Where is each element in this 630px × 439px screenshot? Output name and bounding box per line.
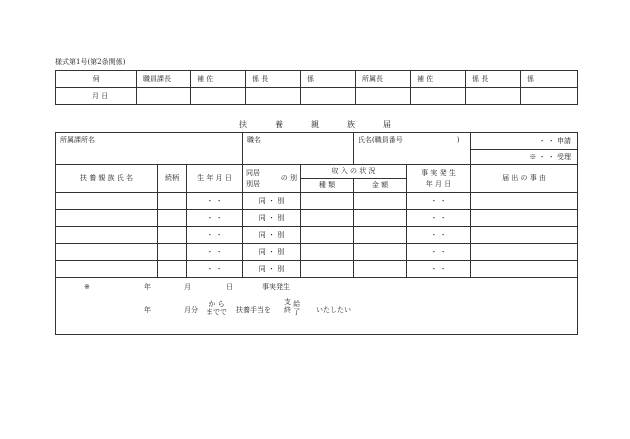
stamp-personnel-chief: 職員課長 bbox=[137, 71, 191, 88]
position-field[interactable]: 職名 bbox=[243, 133, 354, 165]
form-number: 様式第1号(第2条関係) bbox=[55, 58, 126, 66]
cell-reason[interactable] bbox=[471, 193, 578, 210]
cell-income-type[interactable] bbox=[301, 261, 354, 278]
cell-birth[interactable]: ・ ・ bbox=[187, 227, 243, 244]
cell-income-amount[interactable] bbox=[354, 210, 407, 227]
stamp-department-head: 所属長 bbox=[356, 71, 411, 88]
cell-name[interactable] bbox=[56, 261, 158, 278]
cell-cohabit[interactable]: 同 ・ 別 bbox=[243, 210, 301, 227]
cell-income-amount[interactable] bbox=[354, 227, 407, 244]
table-row bbox=[56, 210, 578, 227]
col-income bbox=[301, 165, 407, 193]
income-title: 収 入 の 状 況 bbox=[301, 165, 406, 179]
cell-relation[interactable] bbox=[158, 210, 187, 227]
stamp-staff-2: 係 bbox=[521, 71, 578, 88]
stamp-seal-row bbox=[56, 88, 578, 105]
cohabit-top: 同居 bbox=[246, 168, 261, 177]
cell-birth[interactable]: ・ ・ bbox=[187, 261, 243, 278]
cell-reason[interactable] bbox=[471, 227, 578, 244]
cell-fact[interactable]: ・ ・ bbox=[407, 193, 471, 210]
stamp-label-row bbox=[56, 71, 578, 88]
table-row bbox=[56, 261, 578, 278]
application-dates bbox=[471, 133, 578, 165]
seal-cell bbox=[466, 88, 521, 105]
cell-income-amount[interactable] bbox=[354, 244, 407, 261]
income-amount: 金 額 bbox=[371, 181, 389, 189]
footer-year2[interactable]: 年 bbox=[144, 306, 151, 314]
cell-name[interactable] bbox=[56, 210, 158, 227]
cell-fact[interactable]: ・ ・ bbox=[407, 261, 471, 278]
cell-cohabit[interactable]: 同 ・ 別 bbox=[243, 261, 301, 278]
footer-month[interactable]: 月 bbox=[184, 283, 191, 291]
stamp-section-chief-2: 係 長 bbox=[466, 71, 521, 88]
cell-reason[interactable] bbox=[471, 244, 578, 261]
cohabit-bottom: 別居 bbox=[246, 179, 261, 188]
fact-bottom: 年 月 日 bbox=[425, 179, 452, 188]
cell-reason[interactable] bbox=[471, 210, 578, 227]
footer-shi: 支 bbox=[284, 298, 291, 306]
cell-income-type[interactable] bbox=[301, 227, 354, 244]
footer-kyu: 給 bbox=[293, 300, 301, 308]
seal-cell bbox=[137, 88, 191, 105]
col-dependent-name: 扶 養 親 族 氏 名 bbox=[56, 165, 158, 193]
stamp-section-chief-1: 係 長 bbox=[246, 71, 301, 88]
footer-allowance: 扶養手当を bbox=[236, 306, 271, 314]
footer-from-until bbox=[206, 300, 227, 316]
stamp-assistant-1: 補 佐 bbox=[191, 71, 246, 88]
form-title bbox=[0, 119, 630, 130]
seal-cell bbox=[521, 88, 578, 105]
cell-name[interactable] bbox=[56, 227, 158, 244]
cell-birth[interactable]: ・ ・ bbox=[187, 244, 243, 261]
cell-cohabit[interactable]: 同 ・ 別 bbox=[243, 193, 301, 210]
col-cohabit bbox=[243, 165, 301, 193]
seal-cell bbox=[411, 88, 466, 105]
cell-income-type[interactable] bbox=[301, 210, 354, 227]
col-reason: 届 出 の 事 由 bbox=[471, 165, 578, 193]
approval-stamp-box bbox=[55, 70, 578, 105]
col-relation: 続柄 bbox=[158, 165, 187, 193]
footer-mark: ※ bbox=[84, 283, 90, 291]
cell-cohabit[interactable]: 同 ・ 別 bbox=[243, 244, 301, 261]
footer-shu: 終 bbox=[284, 306, 291, 314]
dependents-table bbox=[55, 132, 578, 335]
footer-made: までで bbox=[206, 308, 227, 316]
accept-date[interactable]: ※ ・ ・ 受理 bbox=[529, 153, 572, 161]
cell-income-amount[interactable] bbox=[354, 193, 407, 210]
table-row bbox=[56, 227, 578, 244]
cell-relation[interactable] bbox=[158, 244, 187, 261]
cell-birth[interactable]: ・ ・ bbox=[187, 210, 243, 227]
allowance-decision-box bbox=[56, 278, 578, 335]
footer-day[interactable]: 日 bbox=[226, 283, 233, 291]
name-close: ) bbox=[456, 136, 460, 144]
title-char: 扶 bbox=[239, 120, 247, 129]
seal-cell bbox=[246, 88, 301, 105]
income-type: 種 類 bbox=[301, 179, 354, 192]
fact-top: 事 実 発 生 bbox=[421, 168, 456, 177]
cohabit-suffix: の 別 bbox=[280, 174, 298, 182]
footer-fact-occurred: 事実発生 bbox=[262, 283, 290, 291]
footer-year[interactable]: 年 bbox=[144, 283, 151, 291]
cell-relation[interactable] bbox=[158, 193, 187, 210]
seal-cell bbox=[301, 88, 356, 105]
title-char: 族 bbox=[347, 120, 355, 129]
stamp-staff-1: 係 bbox=[301, 71, 356, 88]
title-char: 親 bbox=[311, 120, 319, 129]
table-row bbox=[56, 244, 578, 261]
title-char: 養 bbox=[275, 120, 283, 129]
table-row bbox=[56, 193, 578, 210]
cell-fact[interactable]: ・ ・ bbox=[407, 210, 471, 227]
cell-birth[interactable]: ・ ・ bbox=[187, 193, 243, 210]
footer-ryo: 了 bbox=[293, 308, 301, 316]
header-row-applicant bbox=[56, 133, 578, 165]
column-header-row bbox=[56, 165, 578, 193]
cell-cohabit[interactable]: 同 ・ 別 bbox=[243, 227, 301, 244]
footer-request: いたしたい bbox=[316, 306, 351, 314]
cell-fact[interactable]: ・ ・ bbox=[407, 244, 471, 261]
stamp-date: 月 日 bbox=[56, 88, 137, 105]
name-label: 氏名(職員番号 bbox=[358, 136, 403, 144]
seal-cell bbox=[191, 88, 246, 105]
stamp-assistant-2: 補 佐 bbox=[411, 71, 466, 88]
title-char: 届 bbox=[383, 120, 391, 129]
name-field[interactable] bbox=[354, 133, 471, 165]
cell-name[interactable] bbox=[56, 193, 158, 210]
seal-cell bbox=[356, 88, 411, 105]
cell-fact[interactable]: ・ ・ bbox=[407, 227, 471, 244]
cell-income-type[interactable] bbox=[301, 244, 354, 261]
cell-income-type[interactable] bbox=[301, 193, 354, 210]
cell-reason[interactable] bbox=[471, 261, 578, 278]
footer-kara: か ら bbox=[208, 300, 225, 308]
col-birthdate: 生 年 月 日 bbox=[187, 165, 243, 193]
cell-name[interactable] bbox=[56, 244, 158, 261]
stamp-inquiry: 伺 bbox=[56, 71, 137, 88]
col-fact-date bbox=[407, 165, 471, 193]
cell-income-amount[interactable] bbox=[354, 261, 407, 278]
department-field[interactable]: 所属課所名 bbox=[56, 133, 243, 165]
apply-date[interactable]: ・ ・ 申請 bbox=[471, 133, 577, 150]
cell-relation[interactable] bbox=[158, 227, 187, 244]
footer-month-portion[interactable]: 月分 bbox=[184, 306, 198, 314]
cell-relation[interactable] bbox=[158, 261, 187, 278]
footer-pay-or-end[interactable] bbox=[284, 298, 300, 314]
footer-row bbox=[56, 278, 578, 335]
